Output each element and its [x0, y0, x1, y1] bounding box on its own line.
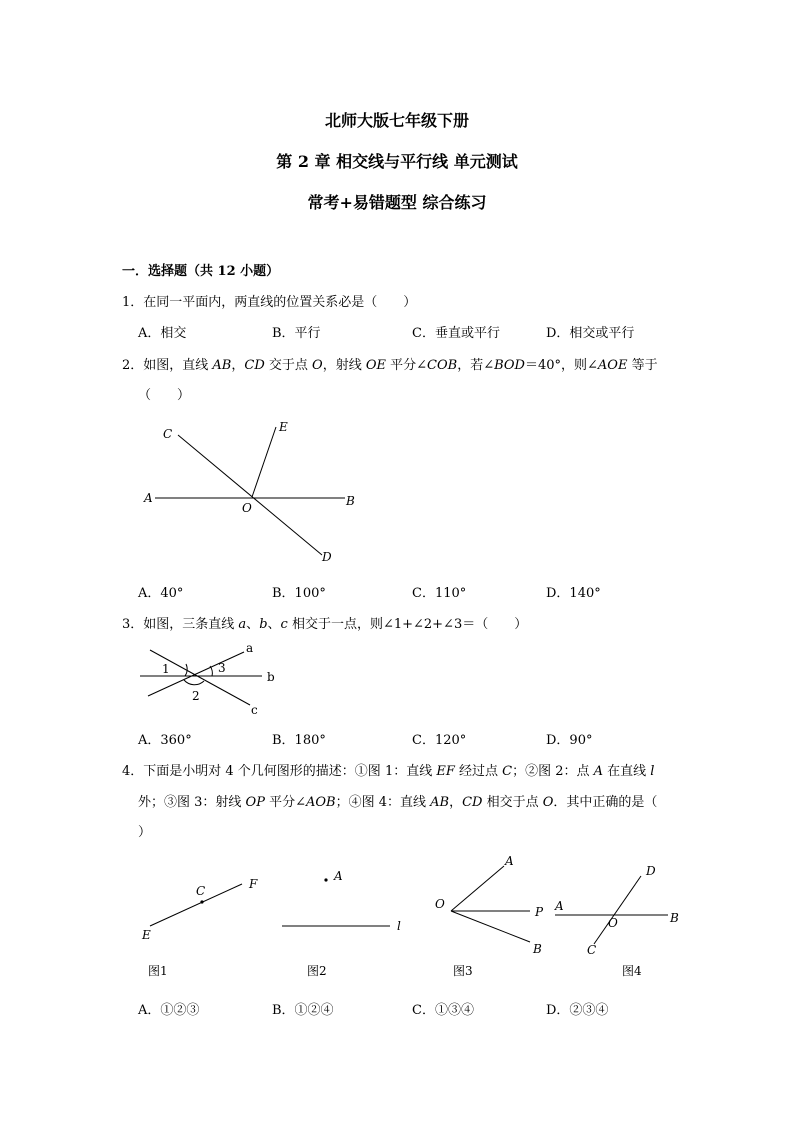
section-heading: 一．选择题（共 12 小题） — [122, 264, 280, 279]
question-4-line1: 4．下面是小明对 4 个几何图形的描述：①图 1：直线 EF 经过点 C；②图 2：点 A 在直线 l — [122, 764, 655, 779]
svg-text:l: l — [397, 919, 401, 933]
svg-text:O: O — [608, 916, 618, 930]
q4-option-d[interactable]: D．②③④ — [546, 1003, 609, 1018]
svg-text:O: O — [435, 897, 445, 911]
q3-option-d[interactable]: D．90° — [546, 733, 593, 748]
q3-option-b[interactable]: B．180° — [272, 733, 326, 748]
line-label-b: b — [267, 670, 275, 684]
svg-text:E: E — [142, 928, 151, 942]
q2-option-d[interactable]: D．140° — [546, 586, 601, 601]
question-2-paren: （ ） — [138, 388, 191, 403]
label-o: O — [242, 501, 252, 515]
q4-option-b[interactable]: B．①②④ — [272, 1003, 334, 1018]
q4-fig1 — [141, 877, 258, 942]
question-2-text: 2．如图，直线 AB，CD 交于点 O，射线 OE 平分∠COB，若∠BOD＝40°，则∠AOE 等于 — [122, 358, 658, 373]
svg-text:A: A — [334, 869, 343, 883]
label-a: A — [144, 491, 153, 505]
svg-text:A: A — [555, 899, 564, 913]
q1-option-b[interactable]: B．平行 — [272, 326, 321, 341]
q3-option-c[interactable]: C．120° — [412, 733, 467, 748]
angle-label-3: 3 — [218, 661, 226, 675]
svg-text:C: C — [196, 884, 206, 898]
label-b: B — [346, 494, 355, 508]
svg-text:D: D — [646, 864, 656, 878]
svg-text:F: F — [249, 877, 258, 891]
fig1-caption: 图1 — [148, 964, 168, 978]
fig3-caption: 图3 — [453, 964, 473, 978]
doc-title-line2: 第 2 章 相交线与平行线 单元测试 — [276, 152, 518, 171]
fig2-caption: 图2 — [307, 964, 327, 978]
q1-option-a[interactable]: A．相交 — [138, 326, 187, 341]
question-1-text: 1．在同一平面内，两直线的位置关系必是（ ） — [122, 295, 417, 310]
fig4-caption: 图4 — [622, 964, 642, 978]
svg-text:B: B — [670, 911, 679, 925]
angle-label-2: 2 — [192, 689, 200, 703]
line-label-c: c — [251, 703, 258, 717]
label-c: C — [163, 427, 173, 441]
svg-text:A: A — [505, 854, 514, 868]
doc-title-line1: 北师大版七年级下册 — [324, 111, 469, 130]
q4-fig2 — [282, 869, 401, 933]
question-4-line2: 外；③图 3：射线 OP 平分∠AOB；④图 4：直线 AB，CD 相交于点 O．其中正确的是（ — [138, 795, 658, 810]
q4-fig3 — [435, 854, 544, 956]
q1-option-d[interactable]: D．相交或平行 — [546, 326, 635, 341]
doc-title-line3: 常考+易错题型 综合练习 — [307, 193, 487, 212]
svg-text:C: C — [587, 943, 597, 957]
point-c — [200, 900, 203, 903]
q2-option-a[interactable]: A．40° — [138, 586, 184, 601]
svg-text:B: B — [533, 942, 542, 956]
q2-option-c[interactable]: C．110° — [412, 586, 467, 601]
q3-option-a[interactable]: A．360° — [138, 733, 192, 748]
angle-label-1: 1 — [162, 662, 170, 676]
q4-fig4 — [554, 864, 679, 957]
label-e: E — [279, 420, 288, 434]
label-d: D — [322, 550, 332, 564]
question-4-line3: ） — [138, 825, 152, 840]
q4-option-a[interactable]: A．①②③ — [138, 1003, 200, 1018]
line-label-a: a — [246, 641, 254, 655]
q1-option-c[interactable]: C．垂直或平行 — [412, 326, 500, 341]
q2-option-b[interactable]: B．100° — [272, 586, 326, 601]
svg-text:P: P — [535, 905, 544, 919]
question-3-text: 3．如图，三条直线 a、b、c 相交于一点，则∠1+∠2+∠3＝（ ） — [122, 617, 528, 632]
point-a — [324, 878, 327, 881]
q4-option-c[interactable]: C．①③④ — [412, 1003, 474, 1018]
